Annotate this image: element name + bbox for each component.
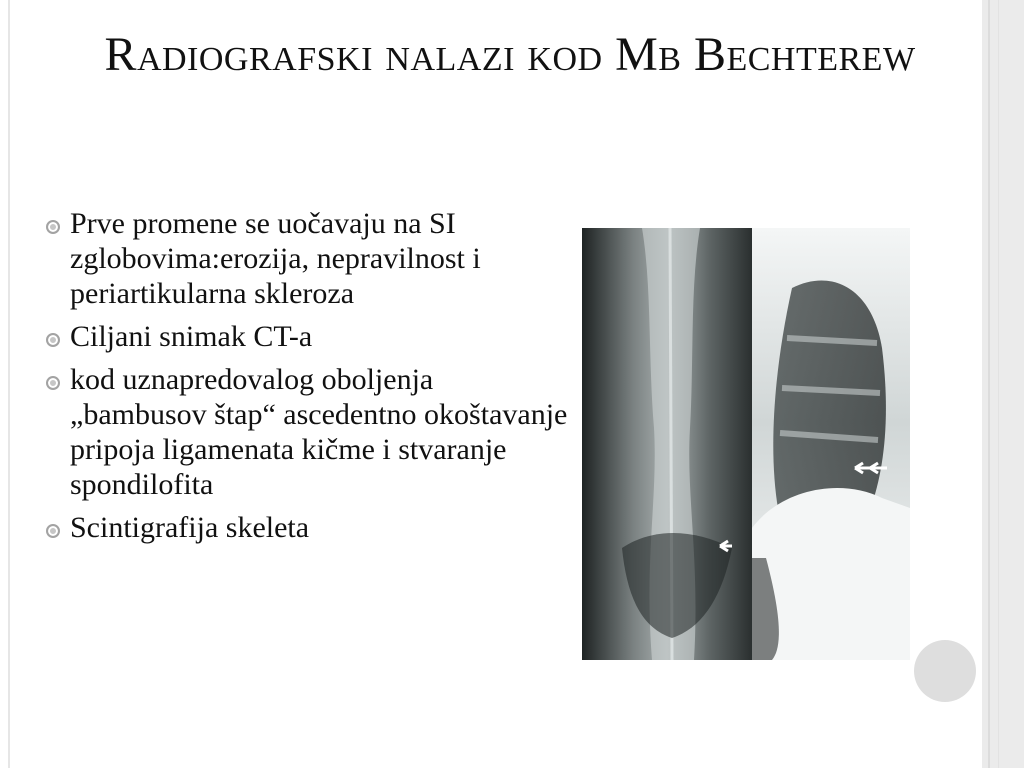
right-decor-line: [998, 0, 999, 768]
bullet-item: [46, 362, 576, 502]
xray-spine-image: [582, 228, 910, 660]
bullet-item: [46, 206, 576, 311]
bullet-text: kod uznapredovalog oboljenja „bambusov štap“ ascedentno okoštavanje pripoja ligamenata kičme i stvaranje spondilofita: [70, 363, 568, 501]
bullet-circle-icon: [46, 376, 60, 390]
right-decor-line: [988, 0, 990, 768]
bullet-item: [46, 319, 576, 354]
bullet-list: [46, 206, 576, 553]
bullet-item: [46, 510, 576, 545]
bullet-circle-icon: [46, 220, 60, 234]
bullet-circle-icon: [46, 524, 60, 538]
slide-title: Radiografski nalazi kod Mb Bechterew: [104, 28, 916, 81]
bullet-text: Ciljani snimak CT-a: [70, 320, 313, 353]
right-decor-stripe: [982, 0, 1024, 768]
bullet-circle-icon: [46, 333, 60, 347]
decorative-circle: [914, 640, 976, 702]
bullet-text: Prve promene se uočavaju na SI zglobovima:erozija, nepravilnost i periartikularna skleroza: [70, 207, 481, 310]
left-border-line: [8, 0, 10, 768]
bullet-text: Scintigrafija skeleta: [70, 511, 310, 544]
